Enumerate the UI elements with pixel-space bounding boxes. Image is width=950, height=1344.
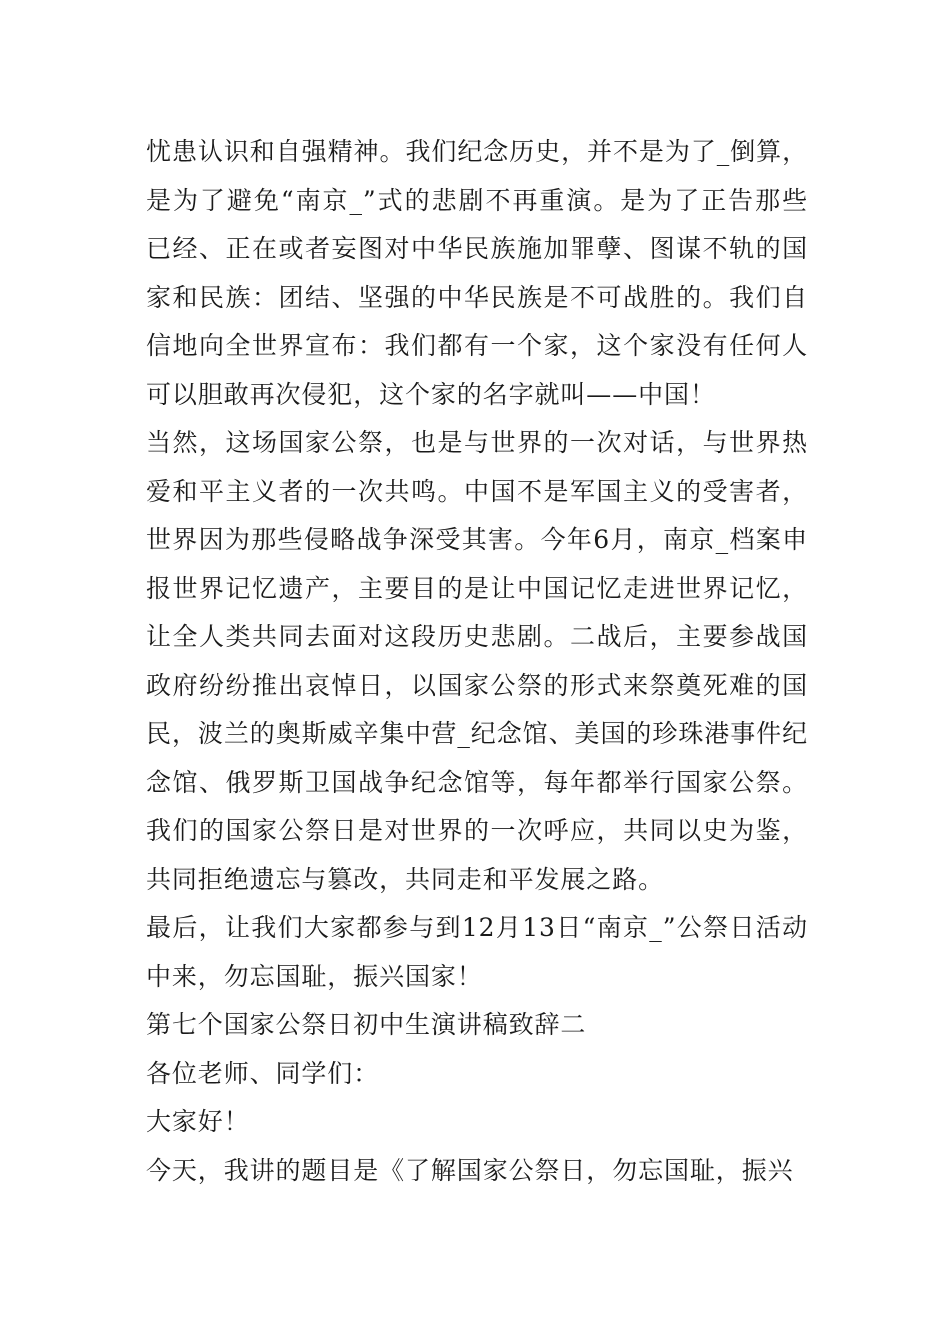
salutation: 各位老师、同学们： (146, 1058, 380, 1088)
paragraph-world-dialogue: 当然，这场国家公祭，也是与世界的一次对话，与世界热爱和平主义者的一次共鸣。中国不是军国主义的受害者，世界因为那些侵略战争深受其害。今年6月，南京_档案申报世界记忆遗产，主要目的是让中国记忆走进世界记忆，让全人类共同去面对这段历史悲剧。二战后，主要参战国政府纷纷推出哀悼日，以国家公祭的形式来祭奠死难的国民，波兰的奥斯威辛集中营_纪念馆、美国的珍珠港事件纪念馆、俄罗斯卫国战争纪念馆等，每年都举行国家公祭。我们的国家公祭日是对世界的一次呼应，共同以史为鉴，共同拒绝遗忘与篡改，共同走和平发展之路。 (146, 428, 808, 894)
paragraph-closing-call: 最后，让我们大家都参与到12月13日“南京_”公祭日活动中来，勿忘国耻，振兴国家！ (146, 913, 808, 991)
section-title: 第七个国家公祭日初中生演讲稿致辞二 (146, 1010, 587, 1039)
document-body (146, 128, 808, 1195)
greeting: 大家好！ (146, 1107, 250, 1136)
paragraph-topic-intro: 今天，我讲的题目是《了解国家公祭日，勿忘国耻，振兴 (146, 1155, 794, 1185)
paragraph-history-remembrance: 忧患认识和自强精神。我们纪念历史，并不是为了_倒算，是为了避免“南京_”式的悲剧不再重演。是为了正告那些已经、正在或者妄图对中华民族施加罪孽、图谋不轨的国家和民族：团结、坚强的中华民族是不可战胜的。我们自信地向全世界宣布：我们都有一个家，这个家没有任何人可以胆敢再次侵犯，这个家的名字就叫——中国！ (146, 137, 808, 409)
